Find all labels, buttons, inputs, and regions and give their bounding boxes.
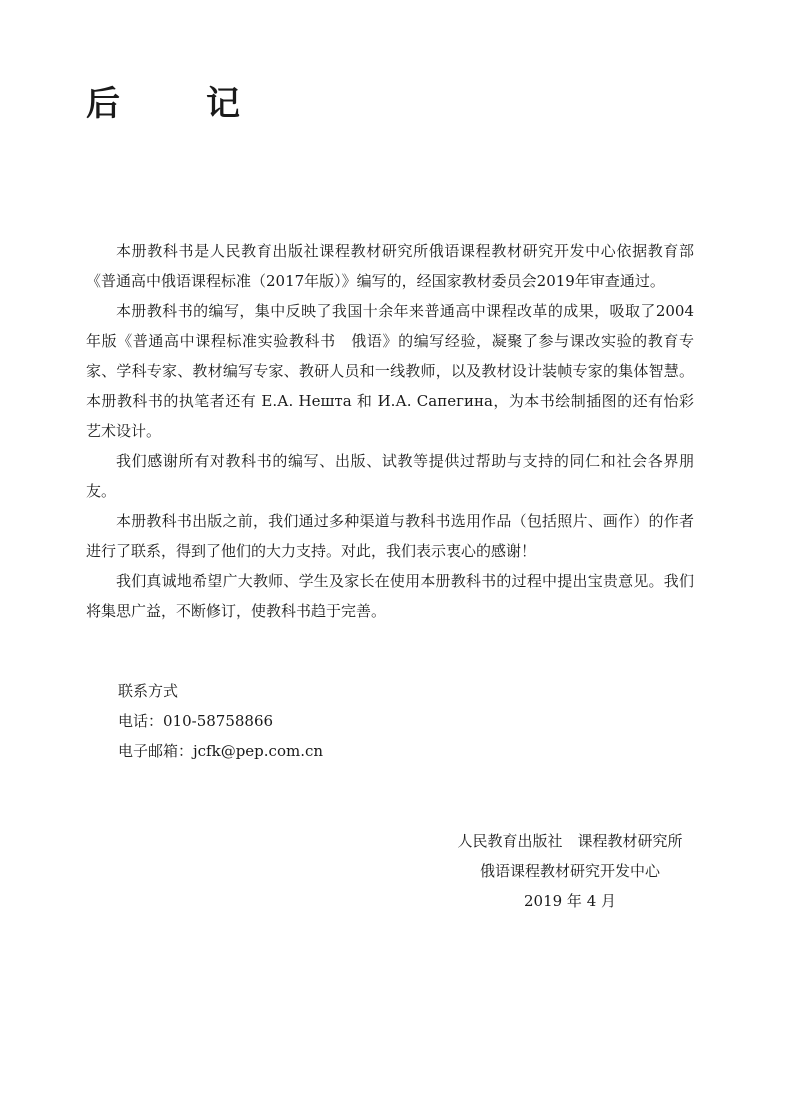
signature-center: 俄语课程教材研究开发中心 — [479, 862, 660, 880]
page-title: 后 记 — [86, 84, 266, 124]
afterword-body — [86, 236, 694, 626]
signature-block — [420, 826, 720, 916]
paragraph: 本册教科书的编写，集中反映了我国十余年来普通高中课程改革的成果，吸取了2004年版《普通高中课程标准实验教科书 俄语》的编写经验，凝聚了参与课改实验的教育专家、学科专家、教材编写专家、教研人员和一线教师，以及教材设计装帧专家的集体智慧。本册教科书的执笔者还有 Е.А. Нешта 和 И.А. Сапегина，为本书绘制插图的还有怡彩艺术设计。 — [86, 302, 694, 440]
contact-email: 电子邮箱：jcfk@pep.com.cn — [118, 742, 324, 760]
signature-publisher: 人民教育出版社 课程教材研究所 — [457, 832, 683, 850]
paragraph: 本册教科书是人民教育出版社课程教材研究所俄语课程教材研究开发中心依据教育部《普通高中俄语课程标准（2017年版）》编写的，经国家教材委员会2019年审查通过。 — [86, 242, 694, 290]
paragraph: 本册教科书出版之前，我们通过多种渠道与教科书选用作品（包括照片、画作）的作者进行了联系，得到了他们的大力支持。对此，我们表示衷心的感谢！ — [86, 512, 694, 560]
contact-title: 联系方式 — [118, 682, 179, 700]
paragraph: 我们感谢所有对教科书的编写、出版、试教等提供过帮助与支持的同仁和社会各界朋友。 — [86, 452, 694, 500]
signature-date: 2019 年 4 月 — [523, 892, 617, 910]
contact-phone: 电话：010-58758866 — [118, 712, 274, 730]
paragraph: 我们真诚地希望广大教师、学生及家长在使用本册教科书的过程中提出宝贵意见。我们将集思广益，不断修订，使教科书趋于完善。 — [86, 572, 694, 620]
contact-info — [118, 676, 518, 766]
